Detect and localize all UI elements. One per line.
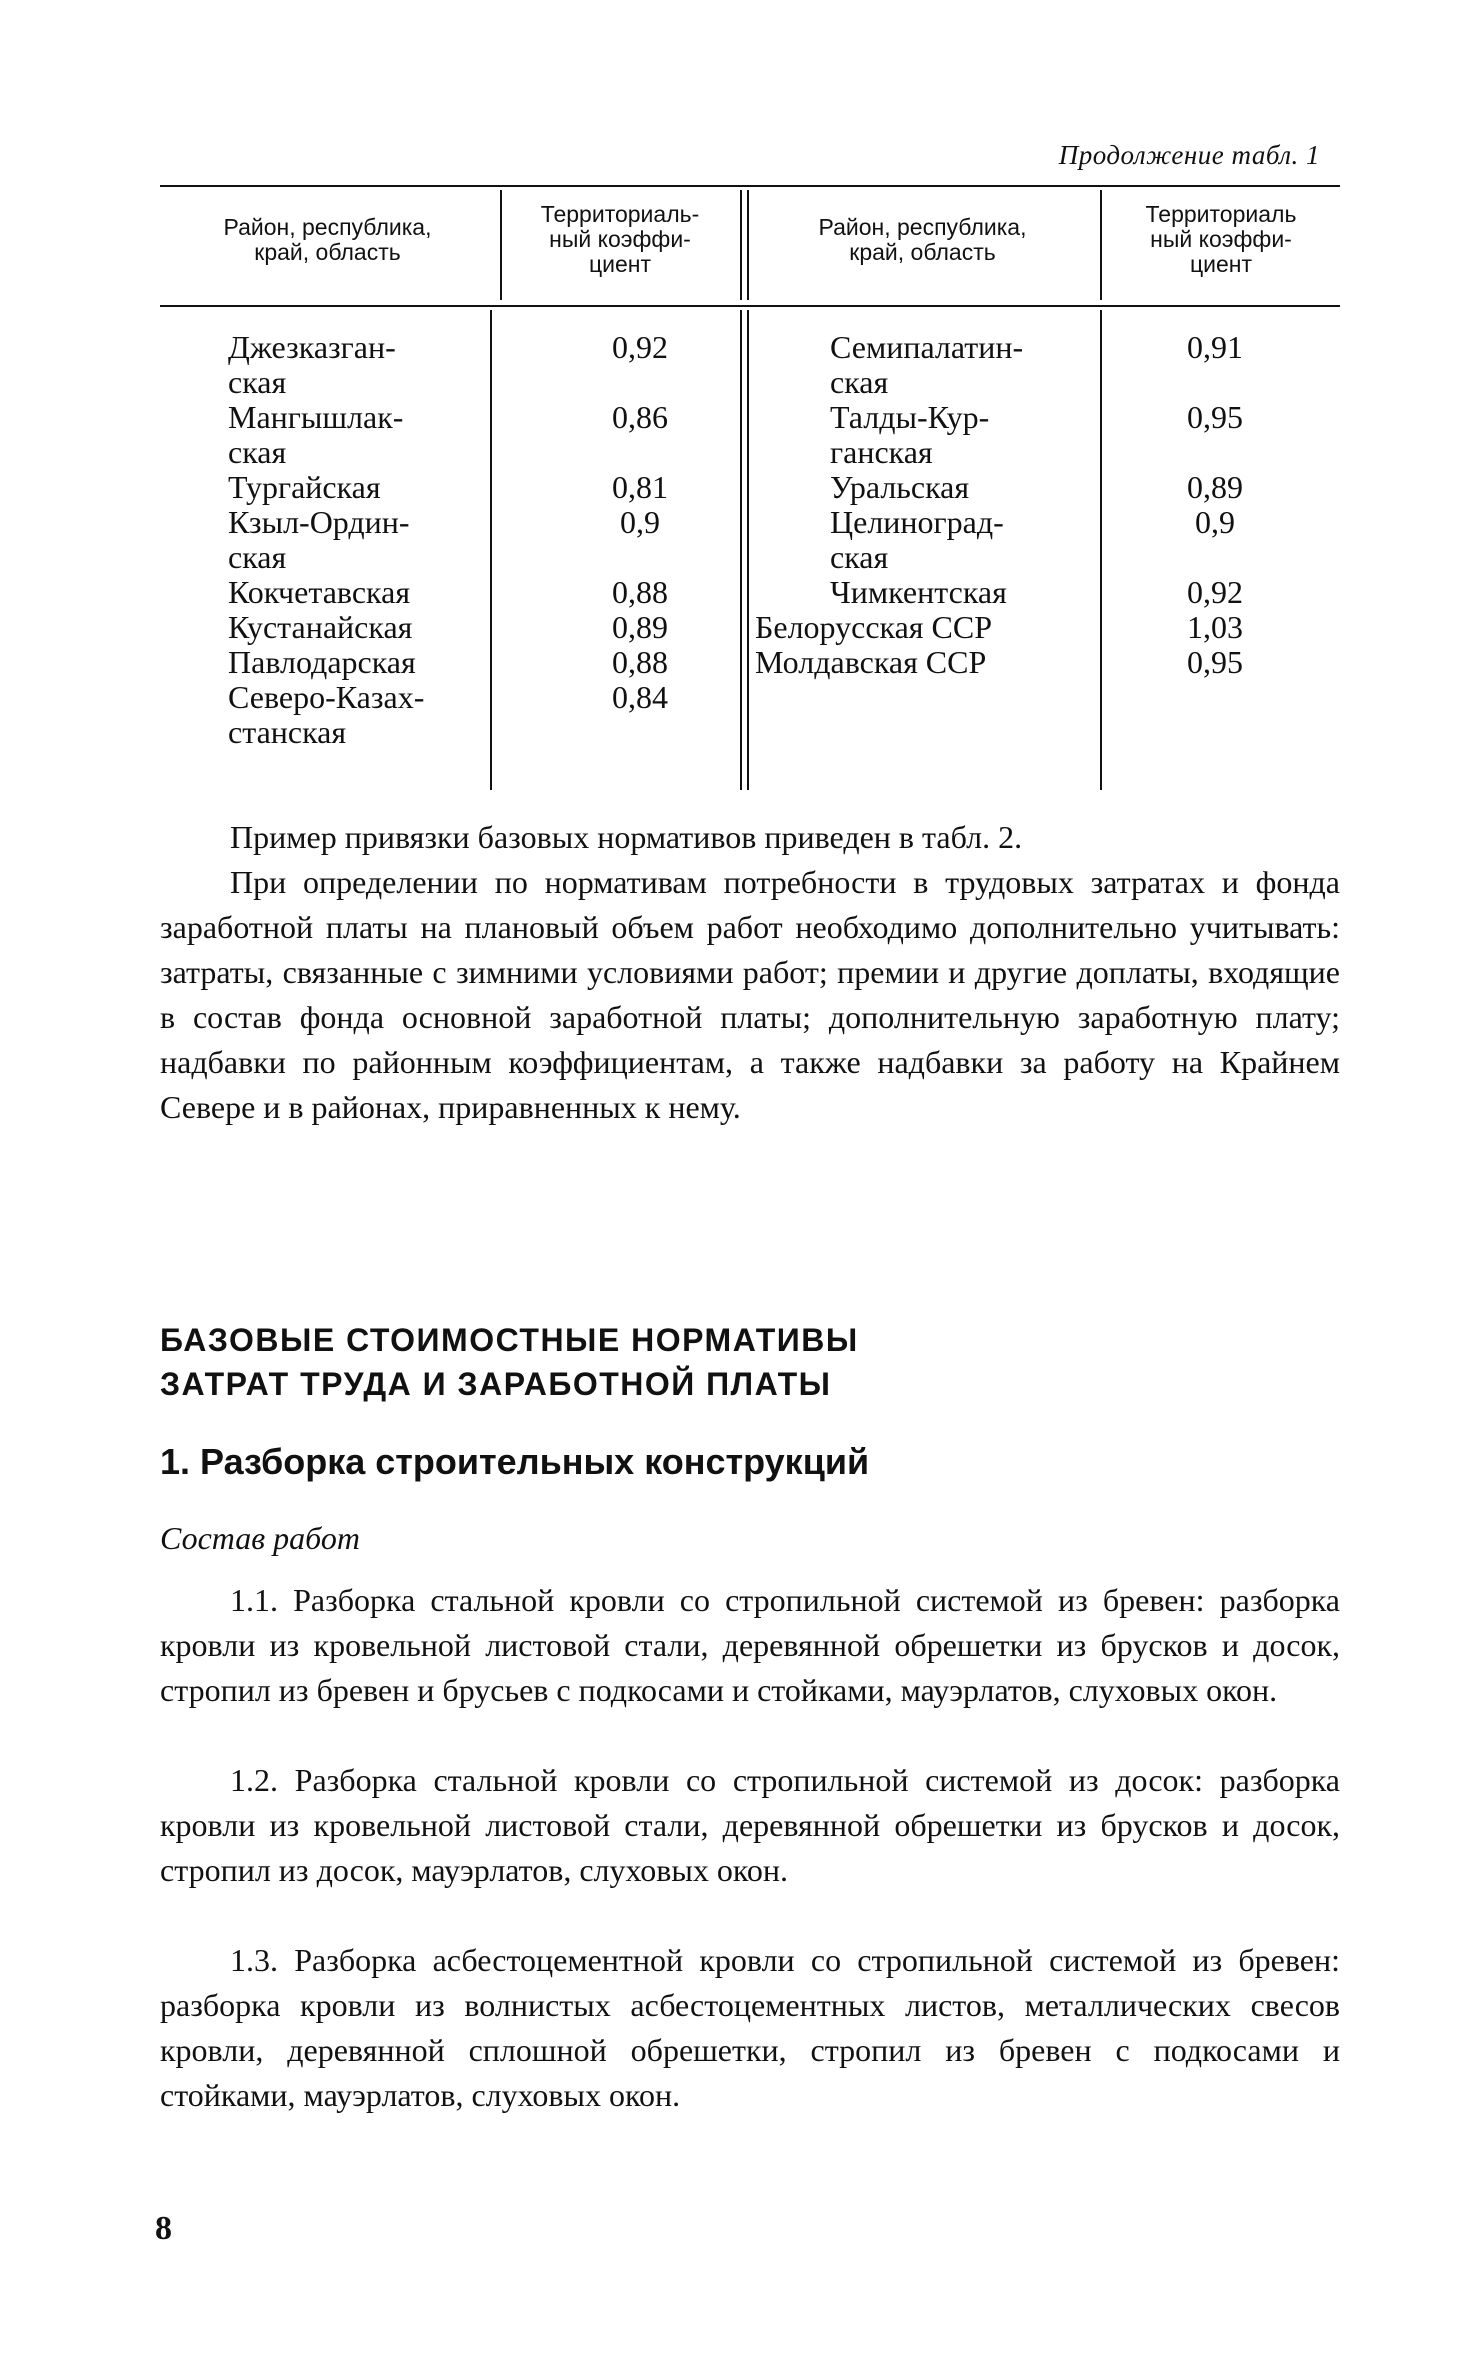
table-cell-region: станская: [228, 714, 347, 750]
table-cell-coefficient: 0,9: [620, 504, 660, 540]
table-cell-coefficient: 0,88: [612, 574, 668, 610]
header-region-1: Район, республика, край, область: [223, 214, 432, 265]
table-cell-coefficient: [1155, 365, 1275, 400]
left-region-column: [228, 330, 488, 750]
paragraph-binding-example: Пример привязки базовых нормативов приведен в табл. 2.: [230, 819, 1023, 855]
table-cell-region: ская: [830, 539, 889, 575]
table-cell-region: [750, 680, 1090, 715]
table-cell-region: ганская: [830, 434, 933, 470]
header-coefficient-2: Территориаль ный коэффи- циент: [1145, 201, 1297, 277]
table-cell-coefficient: 0,86: [612, 399, 668, 435]
table-cell-coefficient: 1,03: [1187, 609, 1243, 645]
table-cell-coefficient: 0,84: [612, 679, 668, 715]
table-cell-coefficient: 0,81: [612, 469, 668, 505]
work-item-1-1: 1.1. Разборка стальной кровли со стропильной системой из бревен: разборка кровли из кровельной листовой стали, деревянной обрешетки из брусков и досок, стропил из бревен и брусьев с подкосами и стойками, мауэрлатов, слуховых окон.: [160, 1582, 1340, 1708]
table-cell-region: Молдавская ССР: [755, 644, 987, 680]
work-item-1-2: 1.2. Разборка стальной кровли со стропильной системой из досок: разборка кровли из кровельной листовой стали, деревянной обрешетки из брусков и досок, стропил из досок, мауэрлатов, слуховых окон.: [160, 1762, 1340, 1888]
table-cell-region: ская: [830, 364, 889, 400]
table-cell-region: Чимкентская: [830, 574, 1007, 610]
table-cell-region: ская: [228, 539, 287, 575]
table-cell-coefficient: 0,89: [1187, 469, 1243, 505]
body-separator-1: [490, 310, 492, 790]
table-cell-coefficient: [580, 715, 700, 750]
table-cell-region: Талды-Кур-: [830, 399, 990, 435]
subsection-heading: 1. Разборка строительных конструкций: [160, 1441, 870, 1482]
work-item-1-3: 1.3. Разборка асбестоцементной кровли со стропильной системой из бревен: разборка кровли из волнистых асбестоцементных листов, металлических свесов кровли, деревянной сплошной обрешетки, стропил из бревен с подкосами и стойками, мауэрлатов, слуховых окон.: [160, 1942, 1340, 2113]
table-cell-region: Белорусская ССР: [755, 609, 992, 645]
table-cell-region: Кустанайская: [228, 609, 413, 645]
table-cell-coefficient: [580, 365, 700, 400]
table-cell-coefficient: 0,92: [1187, 574, 1243, 610]
body-separator-2b: [747, 310, 749, 790]
right-region-column: [750, 330, 1090, 750]
table-cell-region: Кзыл-Ордин-: [228, 504, 410, 540]
table-cell-coefficient: [1155, 435, 1275, 470]
table-cell-coefficient: [580, 435, 700, 470]
table-cell-region: Мангышлак-: [228, 399, 404, 435]
work-composition-label: Состав работ: [160, 1520, 360, 1556]
table-cell-region: Кокчетавская: [228, 574, 411, 610]
header-separator-2b: [747, 190, 749, 300]
table-cell-coefficient: 0,92: [612, 329, 668, 365]
table-top-rule: [160, 185, 1340, 187]
table-cell-coefficient: [1155, 680, 1275, 715]
table-header-rule: [160, 305, 1340, 307]
table-cell-coefficient: [580, 540, 700, 575]
section-heading-line-1: БАЗОВЫЕ СТОИМОСТНЫЕ НОРМАТИВЫ: [160, 1322, 859, 1358]
table-cell-coefficient: 0,89: [612, 609, 668, 645]
table-cell-coefficient: 0,9: [1195, 504, 1235, 540]
right-coefficient-column: [1155, 330, 1275, 750]
table-cell-region: ская: [228, 364, 287, 400]
table-cell-region: Северо-Казах-: [228, 679, 425, 715]
header-separator-2a: [740, 190, 742, 300]
left-coefficient-column: [580, 330, 700, 750]
table-cell-region: Тургайская: [228, 469, 381, 505]
body-separator-3: [1100, 310, 1102, 790]
section-heading-line-2: ЗАТРАТ ТРУДА И ЗАРАБОТНОЙ ПЛАТЫ: [160, 1366, 832, 1402]
paragraph-norms-determination: При определении по нормативам потребности в трудовых затратах и фонда заработной платы на плановый объем работ необходимо дополнительно учитывать: затраты, связанные с зимними условиями работ; премии и другие доплаты, входящие в состав фонда основной заработной платы; дополнительную заработную плату; надбавки по районным коэффициентам, а также надбавки за работу на Крайнем Севере и в районах, приравненных к нему.: [160, 864, 1340, 1125]
page-number: 8: [155, 2210, 172, 2247]
header-region-2: Район, республика, край, область: [818, 214, 1027, 265]
table-cell-region: Уральская: [830, 469, 970, 505]
table-cell-region: Павлодарская: [228, 644, 416, 680]
table-cell-region: Целиноград-: [830, 504, 1004, 540]
table-cell-region: Джезказган-: [228, 329, 396, 365]
table-cell-region: [750, 715, 1090, 750]
coefficient-table: [160, 180, 1340, 790]
header-coefficient-1: Территориаль- ный коэффи- циент: [540, 201, 700, 277]
table-cell-coefficient: 0,88: [612, 644, 668, 680]
table-cell-region: ская: [228, 434, 287, 470]
table-cell-coefficient: [1155, 715, 1275, 750]
table-continuation-caption: Продолжение табл. 1: [1058, 140, 1320, 170]
table-cell-coefficient: 0,95: [1187, 644, 1243, 680]
table-cell-coefficient: [1155, 540, 1275, 575]
table-cell-coefficient: 0,91: [1187, 329, 1243, 365]
table-cell-region: Семипалатин-: [830, 329, 1024, 365]
body-separator-2a: [740, 310, 742, 790]
table-cell-coefficient: 0,95: [1187, 399, 1243, 435]
section-heading: [160, 1318, 1340, 1406]
